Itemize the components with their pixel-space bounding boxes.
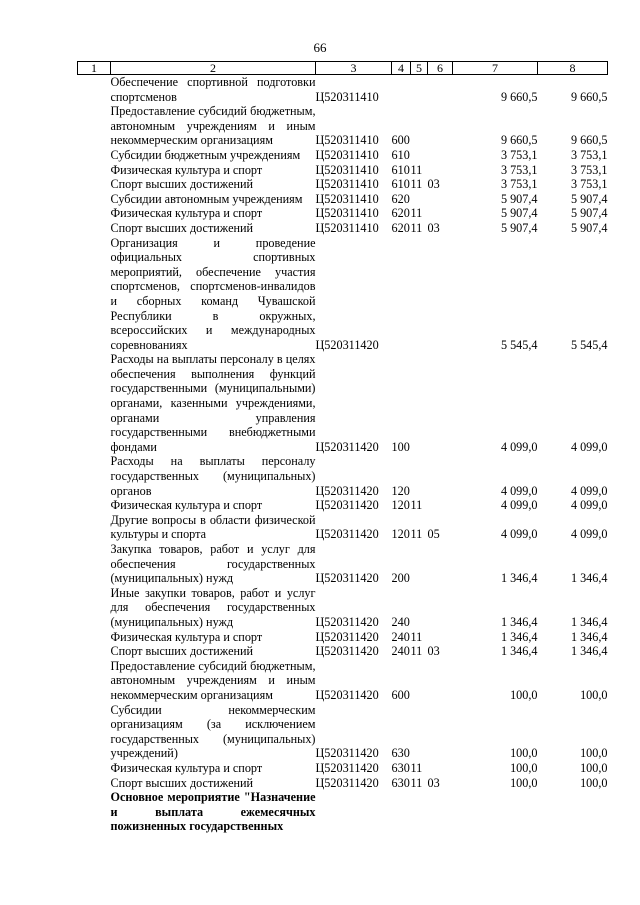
empty-cell <box>78 790 111 834</box>
row-name: Спорт высших достижений <box>110 220 254 235</box>
row-subsection <box>428 659 453 703</box>
row-name: Субсидии бюджетным учреждениям <box>110 147 301 162</box>
table-row <box>78 206 608 221</box>
empty-cell <box>78 513 111 542</box>
row-code: Ц520311410 <box>315 177 379 192</box>
row-expense-type: 120 <box>391 527 410 542</box>
row-code: Ц520311420 <box>315 746 379 761</box>
table-row <box>78 104 608 148</box>
row-subsection <box>428 703 453 761</box>
row-name: Другие вопросы в области физической культуры и спорта <box>110 512 316 542</box>
empty-cell <box>78 659 111 703</box>
row-section <box>411 586 428 630</box>
row-amount-2: 5 545,4 <box>570 337 608 352</box>
row-name: Физическая культура и спорт <box>110 162 263 177</box>
row-name: Физическая культура и спорт <box>110 760 263 775</box>
row-name: Субсидии автономным учреждениям <box>110 191 303 206</box>
row-amount-2: 9 660,5 <box>570 133 608 148</box>
page-number: 66 <box>313 40 327 55</box>
row-expense-type: 240 <box>391 614 410 629</box>
table-row <box>78 630 608 645</box>
row-amount-2: 3 753,1 <box>570 147 608 162</box>
row-code: Ц520311420 <box>315 614 379 629</box>
row-name: Физическая культура и спорт <box>110 498 263 513</box>
empty-cell <box>78 454 111 498</box>
row-name: Обеспечение спортивной подготовки спортсменов <box>110 75 316 104</box>
row-section: 11 <box>410 206 423 221</box>
row-subsection <box>428 236 453 353</box>
row-section: 11 <box>410 760 423 775</box>
row-section: 11 <box>410 498 423 513</box>
row-amount-2: 9 660,5 <box>570 89 608 104</box>
row-subsection <box>428 761 453 776</box>
row-subsection <box>428 790 453 834</box>
row-amount-1: 100,0 <box>510 760 538 775</box>
row-amount-2: 1 346,4 <box>570 571 608 586</box>
row-section <box>411 75 428 105</box>
row-section <box>411 148 428 163</box>
empty-cell <box>78 776 111 791</box>
row-amount-2: 4 099,0 <box>570 498 608 513</box>
row-amount-1: 9 660,5 <box>500 89 538 104</box>
row-section <box>411 192 428 207</box>
table-row <box>78 177 608 192</box>
row-subsection <box>428 192 453 207</box>
row-subsection: 03 <box>427 220 440 235</box>
row-amount-1: 4 099,0 <box>500 483 538 498</box>
column-numbers-row <box>78 62 608 75</box>
row-code: Ц520311420 <box>315 439 379 454</box>
row-amount-1 <box>453 790 538 834</box>
row-amount-2: 100,0 <box>580 775 608 790</box>
row-name: Спорт высших достижений <box>110 775 254 790</box>
row-expense-type <box>392 236 411 353</box>
row-amount-1: 3 753,1 <box>500 147 538 162</box>
row-subsection: 03 <box>427 644 440 659</box>
row-expense-type: 630 <box>391 775 410 790</box>
empty-cell <box>78 498 111 513</box>
row-expense-type: 200 <box>391 571 410 586</box>
empty-cell <box>78 206 111 221</box>
row-subsection <box>428 586 453 630</box>
row-subsection <box>428 542 453 586</box>
row-amount-2: 5 907,4 <box>570 191 608 206</box>
row-amount-2: 1 346,4 <box>570 644 608 659</box>
row-expense-type <box>392 790 411 834</box>
row-amount-1: 4 099,0 <box>500 439 538 454</box>
row-section: 11 <box>410 644 423 659</box>
row-section: 11 <box>410 162 423 177</box>
row-amount-1: 9 660,5 <box>500 133 538 148</box>
column-number: 6 <box>428 62 453 75</box>
column-number: 1 <box>78 62 111 75</box>
row-name: Расходы на выплаты персоналу в целях обеспечения выполнения функций государственными (муниципальными) органами, казенными учреждениями, органами управления государственными внебюджетными фондами <box>110 352 316 454</box>
column-number: 2 <box>111 62 316 75</box>
row-code: Ц520311410 <box>315 206 379 221</box>
row-amount-1: 1 346,4 <box>500 629 538 644</box>
row-code: Ц520311420 <box>315 527 379 542</box>
row-amount-2: 100,0 <box>580 760 608 775</box>
empty-cell <box>78 104 111 148</box>
row-amount-2: 100,0 <box>580 687 608 702</box>
row-section <box>411 104 428 148</box>
row-expense-type: 610 <box>391 177 410 192</box>
row-amount-1: 1 346,4 <box>500 614 538 629</box>
column-number: 8 <box>538 62 608 75</box>
row-amount-2: 4 099,0 <box>570 483 608 498</box>
row-expense-type: 120 <box>391 483 410 498</box>
row-amount-2: 100,0 <box>580 746 608 761</box>
row-name: Физическая культура и спорт <box>110 629 263 644</box>
row-code: Ц520311420 <box>315 498 379 513</box>
row-subsection <box>428 206 453 221</box>
row-code: Ц520311420 <box>315 775 379 790</box>
row-amount-1: 1 346,4 <box>500 644 538 659</box>
empty-cell <box>78 192 111 207</box>
row-subsection <box>428 75 453 105</box>
empty-cell <box>78 163 111 178</box>
empty-cell <box>78 75 111 105</box>
row-section <box>411 454 428 498</box>
row-subsection: 03 <box>427 177 440 192</box>
row-section: 11 <box>410 629 423 644</box>
row-expense-type: 620 <box>391 191 410 206</box>
row-expense-type: 630 <box>391 760 410 775</box>
row-code: Ц520311410 <box>315 191 379 206</box>
table-row <box>78 75 608 105</box>
table-row <box>78 513 608 542</box>
empty-cell <box>78 703 111 761</box>
row-code <box>316 790 392 834</box>
table-row <box>78 236 608 353</box>
empty-cell <box>78 148 111 163</box>
row-section: 11 <box>410 775 423 790</box>
row-amount-2 <box>538 790 608 834</box>
empty-cell <box>78 761 111 776</box>
row-code: Ц520311420 <box>315 644 379 659</box>
row-expense-type: 240 <box>391 629 410 644</box>
row-expense-type: 620 <box>391 206 410 221</box>
row-amount-1: 100,0 <box>510 775 538 790</box>
table-row <box>78 498 608 513</box>
row-code: Ц520311420 <box>315 629 379 644</box>
table-row <box>78 790 608 834</box>
row-section: 11 <box>410 177 423 192</box>
row-amount-2: 4 099,0 <box>570 527 608 542</box>
row-code: Ц520311420 <box>315 483 379 498</box>
row-amount-1: 4 099,0 <box>500 527 538 542</box>
empty-cell <box>78 542 111 586</box>
row-name: Спорт высших достижений <box>110 644 254 659</box>
table-row <box>78 192 608 207</box>
column-number: 5 <box>411 62 428 75</box>
column-number: 3 <box>316 62 392 75</box>
row-section <box>411 352 428 454</box>
column-number: 7 <box>453 62 538 75</box>
row-section <box>411 542 428 586</box>
row-name: Предоставление субсидий бюджетным, автономным учреждениям и иным некоммерческим организациям <box>110 658 316 702</box>
row-name: Закупка товаров, работ и услуг для обеспечения государственных (муниципальных) нужд <box>110 542 316 586</box>
table-row <box>78 148 608 163</box>
budget-table <box>77 61 608 834</box>
row-name: Физическая культура и спорт <box>110 206 263 221</box>
empty-cell <box>78 177 111 192</box>
row-code: Ц520311410 <box>315 162 379 177</box>
empty-cell <box>78 586 111 630</box>
table-row <box>78 761 608 776</box>
row-amount-1: 1 346,4 <box>500 571 538 586</box>
row-code: Ц520311420 <box>315 687 379 702</box>
row-section <box>411 703 428 761</box>
row-name: Субсидии некоммерческим организациям (за исключением государственных (муниципальных) учреждений) <box>110 702 316 761</box>
table-row <box>78 352 608 454</box>
empty-cell <box>78 644 111 659</box>
row-expense-type: 120 <box>391 498 410 513</box>
row-expense-type: 630 <box>391 746 410 761</box>
empty-cell <box>78 236 111 353</box>
row-amount-1: 5 907,4 <box>500 220 538 235</box>
row-amount-1: 5 907,4 <box>500 206 538 221</box>
column-number: 4 <box>392 62 411 75</box>
row-amount-1: 100,0 <box>510 687 538 702</box>
row-code: Ц520311420 <box>315 760 379 775</box>
row-code: Ц520311410 <box>315 89 379 104</box>
row-name: Основное мероприятие "Назначение и выплата ежемесячных пожизненных государственных <box>110 790 316 834</box>
table-row <box>78 644 608 659</box>
row-amount-1: 5 907,4 <box>500 191 538 206</box>
table-row <box>78 659 608 703</box>
row-section: 11 <box>410 220 423 235</box>
row-subsection: 05 <box>427 527 440 542</box>
row-amount-2: 1 346,4 <box>570 629 608 644</box>
row-code: Ц520311410 <box>315 133 379 148</box>
row-code: Ц520311420 <box>315 571 379 586</box>
row-section <box>411 790 428 834</box>
row-name: Организация и проведение официальных спортивных мероприятий, обеспечение участия спортсменов, спортсменов-инвалидов и сборных команд Чувашской Республики в окружных, всероссийских и международных соревнованиях <box>110 235 316 352</box>
row-amount-1: 5 545,4 <box>500 337 538 352</box>
row-subsection <box>428 498 453 513</box>
row-expense-type: 600 <box>391 687 410 702</box>
row-name: Спорт высших достижений <box>110 177 254 192</box>
row-subsection <box>428 163 453 178</box>
row-amount-2: 4 099,0 <box>570 439 608 454</box>
row-amount-1: 3 753,1 <box>500 162 538 177</box>
row-subsection: 03 <box>427 775 440 790</box>
row-code: Ц520311410 <box>315 220 379 235</box>
empty-cell <box>78 630 111 645</box>
row-expense-type: 620 <box>391 220 410 235</box>
row-section <box>411 236 428 353</box>
row-section <box>411 659 428 703</box>
row-amount-1: 3 753,1 <box>500 177 538 192</box>
row-subsection <box>428 148 453 163</box>
row-expense-type: 610 <box>391 147 410 162</box>
row-expense-type: 100 <box>391 439 410 454</box>
row-amount-2: 3 753,1 <box>570 162 608 177</box>
row-amount-2: 5 907,4 <box>570 206 608 221</box>
table-row <box>78 586 608 630</box>
row-subsection <box>428 352 453 454</box>
row-amount-2: 3 753,1 <box>570 177 608 192</box>
row-expense-type <box>392 75 411 105</box>
row-subsection <box>428 630 453 645</box>
row-amount-1: 4 099,0 <box>500 498 538 513</box>
table-row <box>78 221 608 236</box>
table-row <box>78 776 608 791</box>
row-amount-2: 5 907,4 <box>570 220 608 235</box>
table-row <box>78 163 608 178</box>
table-row <box>78 542 608 586</box>
table-row <box>78 703 608 761</box>
row-expense-type: 240 <box>391 644 410 659</box>
row-name: Расходы на выплаты персоналу государственных (муниципальных) органов <box>110 454 316 498</box>
row-amount-2: 1 346,4 <box>570 614 608 629</box>
row-name: Предоставление субсидий бюджетным, автономным учреждениям и иным некоммерческим организациям <box>110 104 316 148</box>
row-code: Ц520311420 <box>315 337 379 352</box>
row-expense-type: 610 <box>391 162 410 177</box>
empty-cell <box>78 221 111 236</box>
row-subsection <box>428 454 453 498</box>
row-amount-1: 100,0 <box>510 746 538 761</box>
row-expense-type: 600 <box>391 133 410 148</box>
row-section: 11 <box>410 527 423 542</box>
table-row <box>78 454 608 498</box>
empty-cell <box>78 352 111 454</box>
row-name: Иные закупки товаров, работ и услуг для обеспечения государственных (муниципальных) нужд <box>110 585 316 629</box>
row-subsection <box>428 104 453 148</box>
row-code: Ц520311410 <box>315 147 379 162</box>
